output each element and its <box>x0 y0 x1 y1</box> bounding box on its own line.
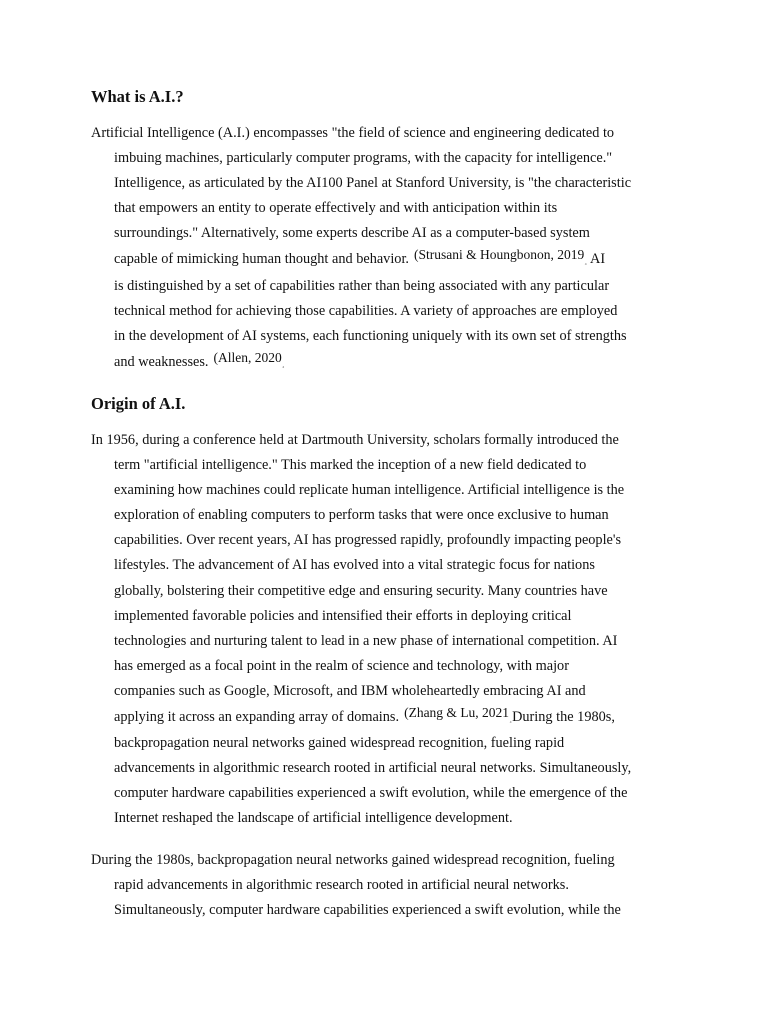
text-line: advancements in algorithmic research rooted in artificial neural networks. Simultaneously, <box>114 760 632 777</box>
text-segment: applying it across an expanding array of domains. <box>114 709 400 726</box>
text-line: imbuing machines, particularly computer programs, with the capacity for intelligence." <box>114 150 613 167</box>
text-line: that empowers an entity to operate effectively and with anticipation within its <box>114 200 558 217</box>
text-segment: AI <box>590 251 606 268</box>
citation: (Allen, 2020 <box>213 349 282 365</box>
text-line: surroundings." Alternatively, some experts describe AI as a computer-based system <box>114 225 590 242</box>
text-segment: and weaknesses. <box>114 353 209 370</box>
text-line: technical method for achieving those capabilities. A variety of approaches are employed <box>114 302 618 319</box>
text-line: Simultaneously, computer hardware capabilities experienced a swift evolution, while the <box>114 902 621 919</box>
citation: (Strusani & Houngbonon, 2019 <box>414 247 585 263</box>
text-line: companies such as Google, Microsoft, and IBM wholeheartedly embracing AI and <box>114 682 586 699</box>
citation-end-mark: ¸ <box>509 713 513 724</box>
text-line: During the 1980s, backpropagation neural networks gained widespread recognition, fueling <box>91 852 615 868</box>
text-line: Internet reshaped the landscape of artificial intelligence development. <box>114 810 513 827</box>
text-line-with-citation <box>91 246 681 273</box>
text-segment: During the 1980s, <box>512 709 615 726</box>
text-line: technologies and nurturing talent to lead in a new phase of international competition. AI <box>114 632 618 649</box>
text-line: rapid advancements in algorithmic research rooted in artificial neural networks. <box>114 877 569 894</box>
paragraph-what-is-ai <box>91 121 681 376</box>
text-line: exploration of enabling computers to perform tasks that were once exclusive to human <box>114 507 609 524</box>
text-line: capabilities. Over recent years, AI has progressed rapidly, profoundly impacting people's <box>114 532 622 549</box>
text-line-with-citation <box>91 704 681 731</box>
text-line: has emerged as a focal point in the realm of science and technology, with major <box>114 657 569 674</box>
paragraph-origin-of-ai <box>91 428 681 832</box>
text-line: lifestyles. The advancement of AI has evolved into a vital strategic focus for nations <box>114 557 595 574</box>
text-line: Artificial Intelligence (A.I.) encompasses "the field of science and engineering dedicated to <box>91 125 615 141</box>
text-line: globally, bolstering their competitive edge and ensuring security. Many countries have <box>114 582 608 599</box>
section-heading-what-is-ai: What is A.I.? <box>91 87 184 106</box>
text-line: computer hardware capabilities experienced a swift evolution, while the emergence of the <box>114 785 628 802</box>
paragraph-1980s <box>91 848 681 923</box>
citation-end-mark: ¸ <box>281 357 285 368</box>
text-segment: capable of mimicking human thought and behavior. <box>114 251 409 268</box>
section-heading-origin-of-ai: Origin of A.I. <box>91 394 186 413</box>
text-line: implemented favorable policies and intensified their efforts in deploying critical <box>114 607 572 624</box>
citation: (Zhang & Lu, 2021 <box>404 705 510 721</box>
text-line: is distinguished by a set of capabilities rather than being associated with any particular <box>114 277 610 294</box>
citation-end-mark: ¸ <box>584 255 588 266</box>
text-line: in the development of AI systems, each functioning uniquely with its own set of strengths <box>114 327 627 344</box>
text-line-with-citation <box>91 349 681 376</box>
text-line: In 1956, during a conference held at Dartmouth University, scholars formally introduced the <box>91 432 619 448</box>
text-line: Intelligence, as articulated by the AI100 Panel at Stanford University, is "the characteristic <box>114 175 632 192</box>
text-line: backpropagation neural networks gained widespread recognition, fueling rapid <box>114 735 565 752</box>
text-line: term "artificial intelligence." This marked the inception of a new field dedicated to <box>114 457 587 474</box>
text-line: examining how machines could replicate human intelligence. Artificial intelligence is the <box>114 482 625 499</box>
